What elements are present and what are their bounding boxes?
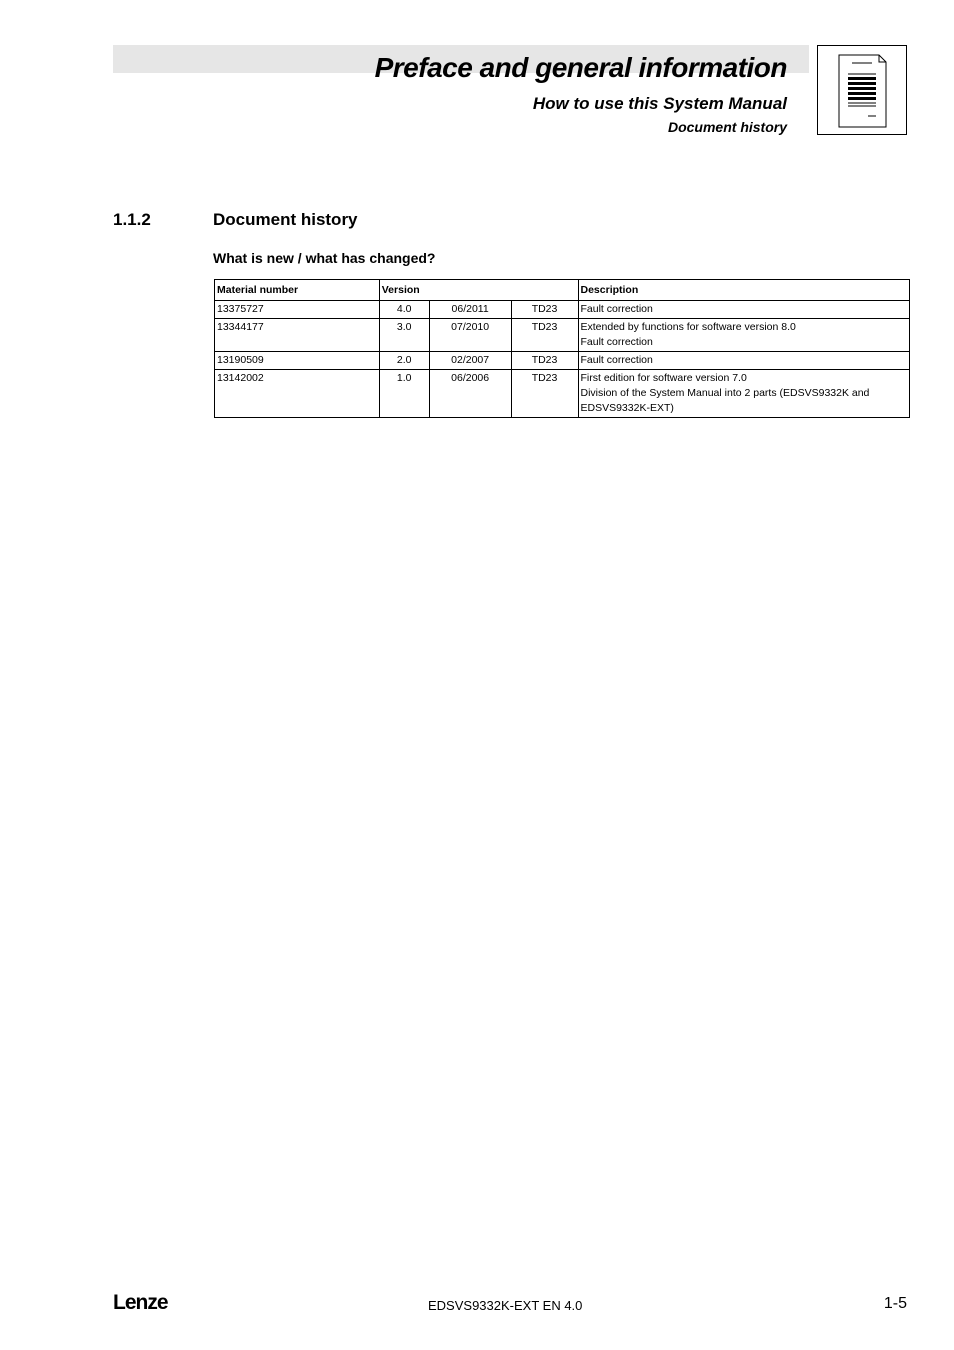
description-line: Division of the System Manual into 2 parts (EDSVS9332K and [580,387,870,399]
cell-material: 13344177 [215,319,380,352]
section-title: How to use this System Manual [532,94,787,113]
table-row [215,301,910,319]
cell-date: 02/2007 [429,352,511,370]
cell-description [578,352,910,370]
cell-version: 2.0 [379,352,429,370]
description-line: Fault correction [580,303,653,315]
header-description: Description [578,280,910,301]
document-icon [817,45,907,135]
table-row [215,319,910,352]
header-version: Version [379,280,578,301]
subheading: What is new / what has changed? [213,250,436,266]
cell-date: 06/2011 [429,301,511,319]
cell-code: TD23 [511,352,578,370]
description-line: First edition for software version 7.0 [580,372,747,384]
description-line: Fault correction [580,354,653,366]
footer-document-code: EDSVS9332K-EXT EN 4.0 [428,1298,583,1313]
chapter-title: Preface and general information [374,52,787,83]
cell-code: TD23 [511,370,578,418]
description-line: Extended by functions for software version 8.0 [580,321,796,333]
description-line: Fault correction [580,336,653,348]
cell-description [578,301,910,319]
cell-code: TD23 [511,319,578,352]
cell-code: TD23 [511,301,578,319]
cell-date: 06/2006 [429,370,511,418]
cell-material: 13142002 [215,370,380,418]
table-row [215,370,910,418]
lenze-logo: Lenze [113,1291,168,1314]
heading-title: Document history [213,210,358,229]
subsection-title: Document history [667,119,787,135]
cell-version: 4.0 [379,301,429,319]
description-line: EDSVS9332K-EXT) [580,402,674,414]
cell-description [578,370,910,418]
header-material-number: Material number [215,280,380,301]
document-history-table [214,279,910,418]
cell-material: 13375727 [215,301,380,319]
heading-number: 1.1.2 [113,210,151,229]
cell-date: 07/2010 [429,319,511,352]
table-row [215,352,910,370]
table-header-row [215,280,910,301]
cell-description [578,319,910,352]
cell-version: 1.0 [379,370,429,418]
cell-version: 3.0 [379,319,429,352]
cell-material: 13190509 [215,352,380,370]
page-number: 1-5 [883,1295,907,1312]
